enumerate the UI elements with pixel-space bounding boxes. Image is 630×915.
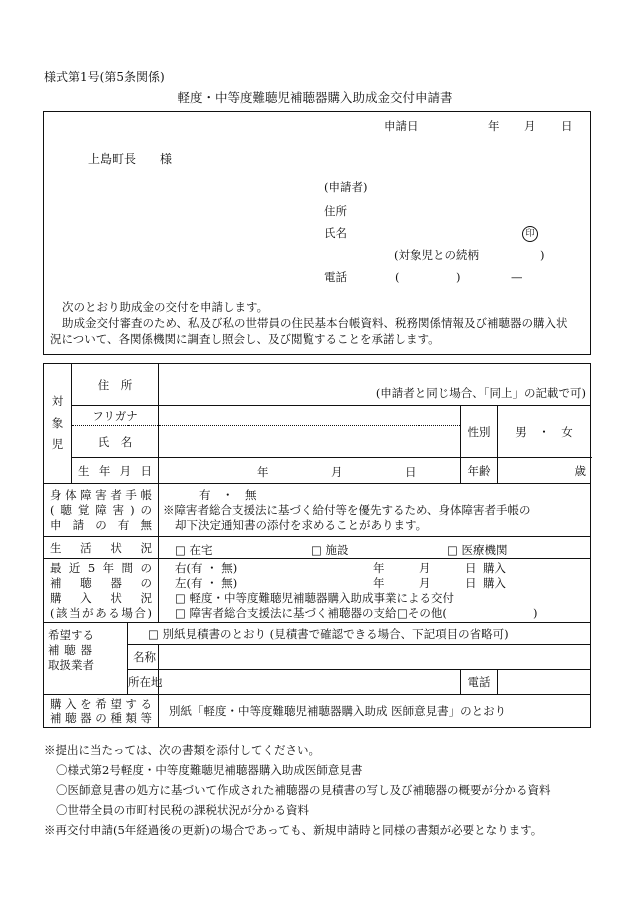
dealer-name-field[interactable]: [159, 645, 591, 670]
child-address-note: (申請者と同じ場合、「同上」の記載で可): [159, 364, 591, 406]
gender-options[interactable]: 男 ・ 女: [498, 406, 591, 458]
dealer-location-label: 所在地: [128, 670, 159, 695]
subject-child-label: 対 象 児: [44, 364, 72, 484]
disability-certificate-label: 身体障害者手帳 (聴覚障害)の 申請の有無: [44, 484, 159, 537]
furigana-label: フリガナ: [72, 406, 159, 426]
child-address-label: 住 所: [72, 364, 159, 406]
note-line: 〇世帯全員の市町村民税の課税状況が分かる資料: [56, 803, 309, 817]
child-name-label: 氏 名: [72, 426, 159, 458]
dealer-label: 希望する 補聴器 取扱業者: [44, 623, 128, 695]
purchase-history-field[interactable]: 右(有 ・ 無) 年 月 日 購入 左(有 ・ 無) 年 月 日 購入 □ 軽度・中等度難聴児補聴器購入助成事業による交付 □ 障害者総合支援法に基づく補聴器の支給 □その他( ): [159, 559, 591, 623]
purchase-other-checkbox[interactable]: □その他(: [397, 606, 447, 620]
seal-mark: 印: [522, 226, 538, 242]
statement-line-2: 助成金交付審査のため、私及び私の世帯員の住民基本台帳資料、税務関係情報及び補聴器の購入状: [62, 316, 568, 330]
purchase-history-label: 最近5年間の 補聴器の 購入状況 (該当がある場合): [44, 559, 159, 623]
applicant-phone-label: 電話: [324, 270, 347, 284]
applicant-name-label: 氏名: [324, 226, 347, 240]
dealer-phone-label: 電話: [461, 670, 498, 695]
age-field[interactable]: 歳: [498, 458, 591, 484]
dealer-name-label: 名称: [128, 645, 159, 670]
living-medical-checkbox[interactable]: □ 医療機関: [447, 543, 508, 557]
phone-dash: —: [511, 270, 523, 284]
child-name-field[interactable]: [159, 426, 461, 458]
date-day-label: 日: [561, 119, 573, 133]
living-situation-label: 生活状況: [44, 537, 159, 559]
application-box: [43, 111, 591, 355]
living-situation-options[interactable]: [159, 537, 591, 559]
note-line: ※提出に当たっては、次の書類を添付してください。: [44, 743, 320, 757]
living-home-checkbox[interactable]: □ 在宅: [175, 543, 213, 557]
statement-line-3: 況について、各関係機関に調査し照会し、及び閲覧することを承諾します。: [50, 332, 440, 346]
dealer-phone-field[interactable]: [498, 670, 591, 695]
disability-certificate-field[interactable]: 有 ・ 無 ※障害者総合支援法に基づく給付等を優先するため、身体障害者手帳の 却下決定通知書の添付を求めることがあります。: [159, 484, 591, 537]
purchase-support-act-checkbox[interactable]: □ 障害者総合支援法に基づく補聴器の支給: [175, 606, 397, 620]
dealer-location-field[interactable]: [159, 670, 461, 695]
gender-label: 性別: [461, 406, 498, 458]
applicant-address-label: 住所: [324, 204, 347, 218]
hearing-aid-type-value: 別紙「軽度・中等度難聴児補聴器購入助成 医師意見書」のとおり: [159, 695, 591, 728]
form-number: 様式第1号(第5条関係): [44, 70, 165, 84]
furigana-field[interactable]: [159, 406, 461, 426]
right-ear-option[interactable]: 右(有 ・ 無): [175, 561, 238, 575]
living-facility-checkbox[interactable]: □ 施設: [311, 543, 349, 557]
statement-line-1: 次のとおり助成金の交付を申請します。: [62, 300, 269, 314]
addressee: 上島町長 様: [88, 152, 173, 166]
date-month-label: 月: [524, 119, 536, 133]
birthdate-label: 生年月日: [72, 458, 159, 484]
application-date-label: 申請日: [384, 119, 419, 133]
document-title: 軽度・中等度難聴児補聴器購入助成金交付申請書: [177, 90, 453, 105]
note-line: ※再交付申請(5年経過後の更新)の場合であっても、新規申請時と同様の書類が必要となります。: [44, 823, 543, 837]
phone-close-paren: ): [456, 270, 461, 284]
relationship-label: (対象児との続柄: [394, 248, 479, 262]
note-line: 〇医師意見書の処方に基づいて作成された補聴器の見積書の写し及び補聴器の概要が分かる資料: [56, 783, 551, 797]
attachment-notes: [44, 740, 551, 840]
relationship-close: ): [540, 248, 545, 262]
dealer-estimate-checkbox[interactable]: □ 別紙見積書のとおり (見積書で確認できる場合、下記項目の省略可): [128, 623, 591, 645]
date-year-label: 年: [488, 119, 500, 133]
hearing-aid-type-label: 購入を希望する 補聴器の種類等: [44, 695, 159, 728]
application-table: [43, 363, 591, 728]
applicant-label: (申請者): [324, 180, 368, 194]
phone-open-paren: (: [395, 270, 400, 284]
note-line: 〇様式第2号軽度・中等度難聴児補聴器購入助成医師意見書: [56, 763, 363, 777]
purchase-subsidy-checkbox[interactable]: □ 軽度・中等度難聴児補聴器購入助成事業による交付: [175, 591, 455, 605]
birthdate-field[interactable]: 年 月 日: [159, 458, 461, 484]
age-label: 年齢: [461, 458, 498, 484]
left-ear-option[interactable]: 左(有 ・ 無): [175, 576, 238, 590]
